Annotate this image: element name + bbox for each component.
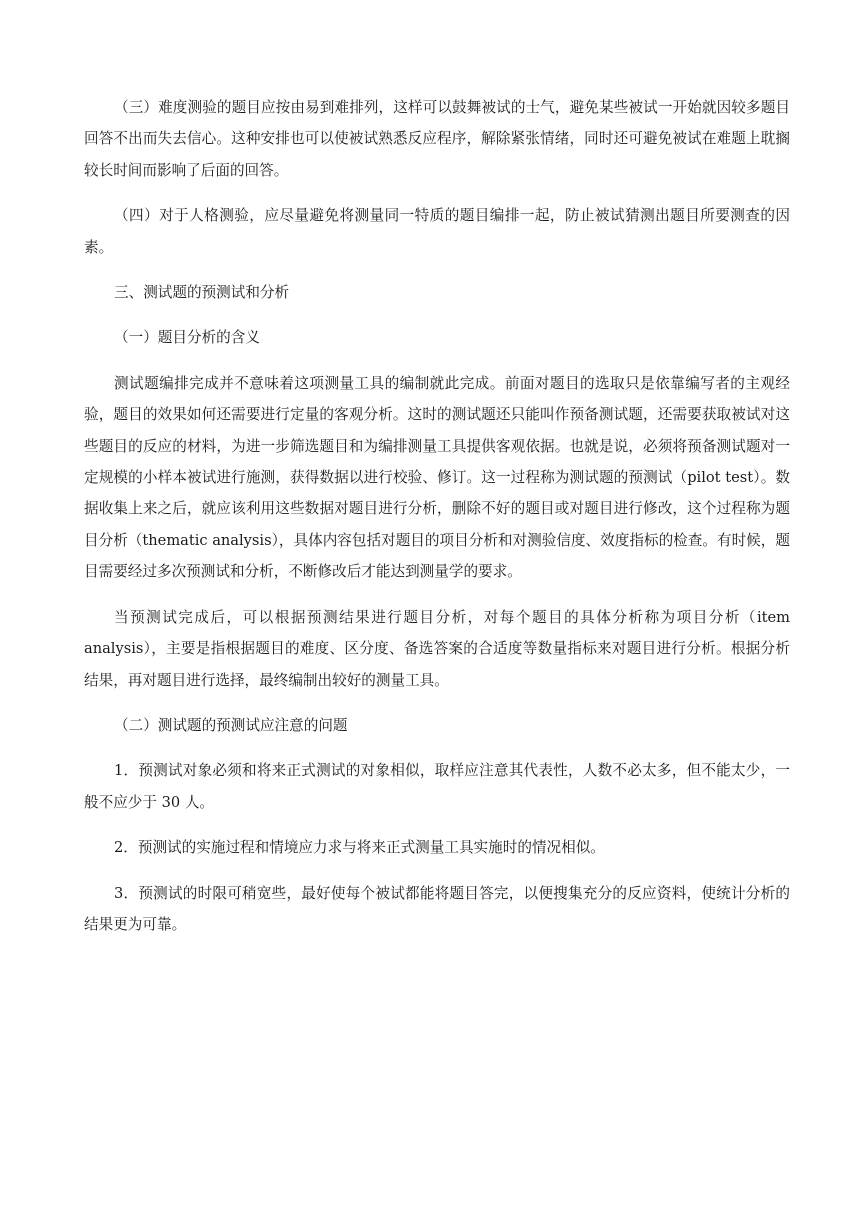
- paragraph-pilot-test-definition: 测试题编排完成并不意味着这项测量工具的编制就此完成。前面对题目的选取只是依靠编写者的主观经验，题目的效果如何还需要进行定量的客观分析。这时的测试题还只能叫作预备测试题，还需要获取被试对这些题目的反应的材料，为进一步筛选题目和为编排测量工具提供客观依据。也就是说，必须将预备测试题对一定规模的小样本被试进行施测，获得数据以进行校验、修订。这一过程称为测试题的预测试（pilot test）。数据收集上来之后，就应该利用这些数据对题目进行分析，删除不好的题目或对题目进行修改，这个过程称为题目分析（thematic analysis），具体内容包括对题目的项目分析和对测验信度、效度指标的检查。有时候，题目需要经过多次预测试和分析，不断修改后才能达到测量学的要求。: [84, 374, 790, 581]
- list-item-3: 3．预测试的时限可稍宽些，最好使每个被试都能将题目答完，以便搜集充分的反应资料，使统计分析的结果更为可靠。: [84, 884, 790, 933]
- list-item-2: 2．预测试的实施过程和情境应力求与将来正式测量工具实施时的情况相似。: [114, 839, 605, 857]
- paragraph-item-analysis: 当预测试完成后，可以根据预测结果进行题目分析，对每个题目的具体分析称为项目分析（item analysis），主要是指根据题目的难度、区分度、备选答案的合适度等数量指标来对题目进行分析。根据分析结果，再对题目进行选择，最终编制出较好的测量工具。: [84, 608, 790, 689]
- section-heading-pilot-test: 三、测试题的预测试和分析: [114, 284, 290, 302]
- subsection-heading-item-analysis-meaning: （一）题目分析的含义: [114, 329, 260, 347]
- list-item-1: 1．预测试对象必须和将来正式测试的对象相似，取样应注意其代表性，人数不必太多，但不能太少，一般不应少于 30 人。: [84, 762, 790, 811]
- document-body: [84, 92, 790, 954]
- subsection-heading-pilot-test-notes: （二）测试题的预测试应注意的问题: [114, 716, 348, 734]
- paragraph-difficulty-order: （三）难度测验的题目应按由易到难排列，这样可以鼓舞被试的士气，避免某些被试一开始就因较多题目回答不出而失去信心。这种安排也可以使被试熟悉反应程序，解除紧张情绪，同时还可避免被试在难题上耽搁较长时间而影响了后面的回答。: [84, 99, 790, 179]
- paragraph-personality-test: （四）对于人格测验，应尽量避免将测量同一特质的题目编排一起，防止被试猜测出题目所要测查的因素。: [84, 207, 790, 256]
